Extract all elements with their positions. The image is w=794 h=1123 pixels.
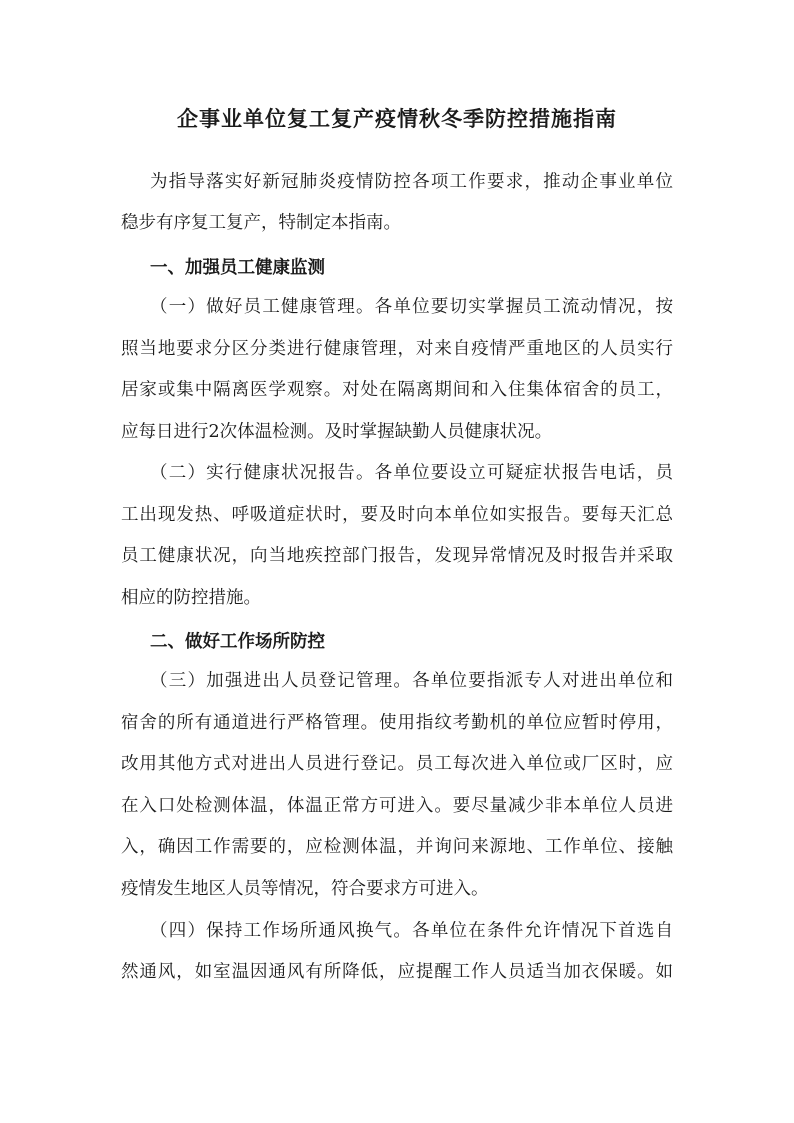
- paragraph-line: 入，确因工作需要的，应检测体温，并询问来源地、工作单位、接触: [121, 837, 673, 857]
- document-title: 企事业单位复工复产疫情秋冬季防控措施指南: [177, 106, 617, 131]
- paragraph-line: 应每日进行2次体温检测。及时掌握缺勤人员健康状况。: [121, 422, 553, 442]
- paragraph-line: 居家或集中隔离医学观察。对处在隔离期间和入住集体宿舍的员工，: [121, 380, 673, 400]
- paragraph-line: 然通风，如室温因通风有所降低，应提醒工作人员适当加衣保暖。如: [121, 962, 673, 982]
- paragraph-line: 疫情发生地区人员等情况，符合要求方可进入。: [121, 879, 489, 899]
- paragraph-line: （一）做好员工健康管理。各单位要切实掌握员工流动情况，按: [150, 297, 673, 317]
- intro-line: 为指导落实好新冠肺炎疫情防控各项工作要求，推动企事业单位: [150, 172, 673, 192]
- paragraph-line: （三）加强进出人员登记管理。各单位要指派专人对进出单位和: [150, 671, 673, 691]
- section-heading: 二、做好工作场所防控: [150, 632, 325, 652]
- intro-line: 稳步有序复工复产，特制定本指南。: [121, 213, 401, 233]
- section-heading: 一、加强员工健康监测: [150, 258, 325, 278]
- paragraph-line: 在入口处检测体温，体温正常方可进入。要尽量减少非本单位人员进: [121, 796, 673, 816]
- paragraph-line: 相应的防控措施。: [121, 588, 261, 608]
- paragraph-line: 员工健康状况，向当地疾控部门报告，发现异常情况及时报告并采取: [121, 546, 673, 566]
- paragraph-line: 宿舍的所有通道进行严格管理。使用指纹考勤机的单位应暂时停用，: [121, 713, 673, 733]
- paragraph-line: 照当地要求分区分类进行健康管理，对来自疫情严重地区的人员实行: [121, 339, 673, 359]
- paragraph-line: 改用其他方式对进出人员进行登记。员工每次进入单位或厂区时，应: [121, 754, 673, 774]
- paragraph-line: 工出现发热、呼吸道症状时，要及时向本单位如实报告。要每天汇总: [121, 505, 673, 525]
- paragraph-line: （二）实行健康状况报告。各单位要设立可疑症状报告电话，员: [150, 463, 673, 483]
- paragraph-line: （四）保持工作场所通风换气。各单位在条件允许情况下首选自: [150, 921, 673, 941]
